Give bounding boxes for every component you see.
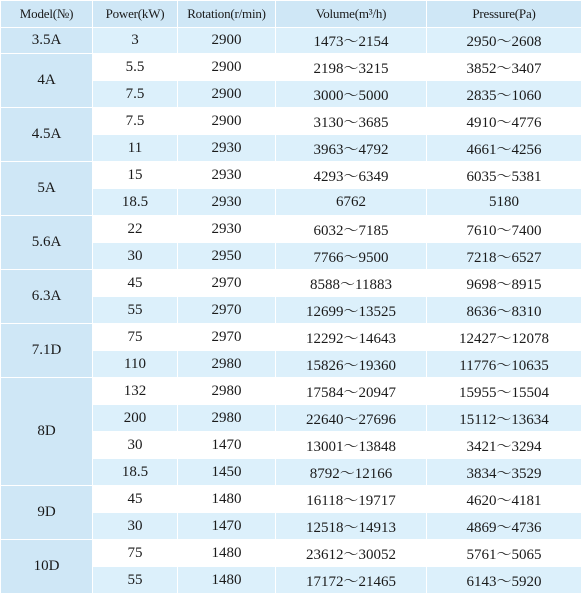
- pressure-cell: 4661～4256: [427, 135, 581, 162]
- rotation-cell: 1450: [178, 459, 276, 486]
- power-cell: 55: [93, 297, 178, 324]
- header-rotation: Rotation(r/min): [178, 1, 276, 28]
- volume-cell: 6032～7185: [276, 216, 427, 243]
- rotation-cell: 2900: [178, 28, 276, 54]
- volume-cell: 6762: [276, 189, 427, 216]
- pressure-cell: 6143～5920: [427, 567, 581, 594]
- volume-cell: 23612～30052: [276, 540, 427, 567]
- header-model: Model(№): [1, 1, 93, 28]
- table-body: [1, 28, 581, 594]
- rotation-cell: 2970: [178, 270, 276, 297]
- model-cell: 6.3A: [1, 270, 93, 324]
- power-cell: 22: [93, 216, 178, 243]
- rotation-cell: 2930: [178, 162, 276, 189]
- table-row: [1, 54, 581, 81]
- power-cell: 75: [93, 540, 178, 567]
- power-cell: 132: [93, 378, 178, 405]
- volume-cell: 22640～27696: [276, 405, 427, 432]
- volume-cell: 15826～19360: [276, 351, 427, 378]
- pressure-cell: 3834～3529: [427, 459, 581, 486]
- power-cell: 5.5: [93, 54, 178, 81]
- power-cell: 18.5: [93, 459, 178, 486]
- rotation-cell: 2930: [178, 135, 276, 162]
- table-row: [1, 108, 581, 135]
- header-row: [1, 1, 581, 28]
- model-cell: 5A: [1, 162, 93, 216]
- rotation-cell: 1480: [178, 540, 276, 567]
- pressure-cell: 15955～15504: [427, 378, 581, 405]
- pressure-cell: 8636～8310: [427, 297, 581, 324]
- power-cell: 55: [93, 567, 178, 594]
- power-cell: 3: [93, 28, 178, 54]
- power-cell: 75: [93, 324, 178, 351]
- model-cell: 9D: [1, 486, 93, 540]
- volume-cell: 8792～12166: [276, 459, 427, 486]
- pressure-cell: 3852～3407: [427, 54, 581, 81]
- pressure-cell: 12427～12078: [427, 324, 581, 351]
- table-header: [1, 1, 581, 28]
- table-row: [1, 378, 581, 405]
- power-cell: 45: [93, 486, 178, 513]
- rotation-cell: 2900: [178, 54, 276, 81]
- volume-cell: 3000～5000: [276, 81, 427, 108]
- table-row: [1, 216, 581, 243]
- rotation-cell: 2980: [178, 405, 276, 432]
- pressure-cell: 5180: [427, 189, 581, 216]
- volume-cell: 7766～9500: [276, 243, 427, 270]
- pressure-cell: 6035～5381: [427, 162, 581, 189]
- model-cell: 10D: [1, 540, 93, 594]
- power-cell: 7.5: [93, 108, 178, 135]
- table-row: [1, 324, 581, 351]
- pressure-cell: 4910～4776: [427, 108, 581, 135]
- table-row: [1, 162, 581, 189]
- rotation-cell: 2970: [178, 297, 276, 324]
- rotation-cell: 2980: [178, 378, 276, 405]
- pressure-cell: 7218～6527: [427, 243, 581, 270]
- model-cell: 5.6A: [1, 216, 93, 270]
- table-row: [1, 486, 581, 513]
- power-cell: 30: [93, 513, 178, 540]
- volume-cell: 12699～13525: [276, 297, 427, 324]
- rotation-cell: 1470: [178, 432, 276, 459]
- volume-cell: 12518～14913: [276, 513, 427, 540]
- pressure-cell: 5761～5065: [427, 540, 581, 567]
- volume-cell: 12292～14643: [276, 324, 427, 351]
- pressure-cell: 4869～4736: [427, 513, 581, 540]
- rotation-cell: 2970: [178, 324, 276, 351]
- model-cell: 3.5A: [1, 28, 93, 54]
- rotation-cell: 2900: [178, 108, 276, 135]
- pressure-cell: 15112～13634: [427, 405, 581, 432]
- pressure-cell: 2835～1060: [427, 81, 581, 108]
- model-cell: 4A: [1, 54, 93, 108]
- volume-cell: 2198～3215: [276, 54, 427, 81]
- model-cell: 4.5A: [1, 108, 93, 162]
- power-cell: 110: [93, 351, 178, 378]
- rotation-cell: 2950: [178, 243, 276, 270]
- rotation-cell: 2930: [178, 189, 276, 216]
- rotation-cell: 2930: [178, 216, 276, 243]
- header-volume: Volume(m³/h): [276, 1, 427, 28]
- pressure-cell: 7610～7400: [427, 216, 581, 243]
- power-cell: 200: [93, 405, 178, 432]
- pressure-cell: 2950～2608: [427, 28, 581, 54]
- volume-cell: 13001～13848: [276, 432, 427, 459]
- volume-cell: 3963～4792: [276, 135, 427, 162]
- rotation-cell: 1480: [178, 486, 276, 513]
- volume-cell: 17172～21465: [276, 567, 427, 594]
- table-row: [1, 540, 581, 567]
- pressure-cell: 4620～4181: [427, 486, 581, 513]
- rotation-cell: 2980: [178, 351, 276, 378]
- power-cell: 11: [93, 135, 178, 162]
- pressure-cell: 11776～10635: [427, 351, 581, 378]
- model-cell: 8D: [1, 378, 93, 486]
- volume-cell: 17584～20947: [276, 378, 427, 405]
- model-cell: 7.1D: [1, 324, 93, 378]
- power-cell: 30: [93, 432, 178, 459]
- rotation-cell: 1480: [178, 567, 276, 594]
- power-cell: 45: [93, 270, 178, 297]
- volume-cell: 1473～2154: [276, 28, 427, 54]
- volume-cell: 4293～6349: [276, 162, 427, 189]
- rotation-cell: 2900: [178, 81, 276, 108]
- volume-cell: 8588～11883: [276, 270, 427, 297]
- power-cell: 30: [93, 243, 178, 270]
- table-row: [1, 28, 581, 54]
- volume-cell: 3130～3685: [276, 108, 427, 135]
- volume-cell: 16118～19717: [276, 486, 427, 513]
- table-row: [1, 270, 581, 297]
- header-power: Power(kW): [93, 1, 178, 28]
- rotation-cell: 1470: [178, 513, 276, 540]
- pressure-cell: 3421～3294: [427, 432, 581, 459]
- power-cell: 7.5: [93, 81, 178, 108]
- power-cell: 15: [93, 162, 178, 189]
- power-cell: 18.5: [93, 189, 178, 216]
- pressure-cell: 9698～8915: [427, 270, 581, 297]
- header-pressure: Pressure(Pa): [427, 1, 581, 28]
